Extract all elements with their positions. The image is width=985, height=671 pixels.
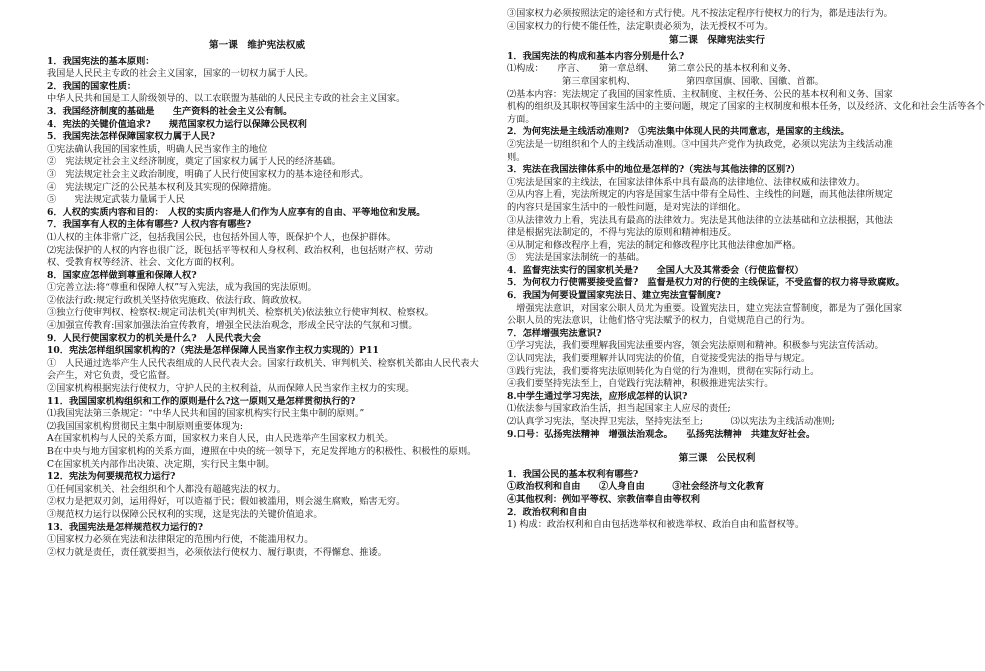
text-line: ④我们要坚持宪法至上，自觉践行宪法精神，积极推进宪法实行。: [507, 378, 774, 390]
text-line: ⑵宪法保护的人权的内容也很广泛，既包括平等权和人身权利、政治权利，也包括财产权、劳动: [47, 244, 433, 256]
text-line: ③ 宪法规定社会主义政治制度，明确了人民行使国家权力的基本途径和形式。: [47, 168, 369, 180]
text-line: 6．人权的实质内容和目的： 人权的实质内容是人们作为人应享有的自由、平等地位和发展。: [47, 206, 426, 218]
text-line: ②依法行政:规定行政机关坚持依宪施政、依法行政、简政放权。: [47, 294, 308, 306]
text-line: 2．为何宪法是主线活动准则? ①宪法集中体现人民的共同意志，是国家的主线法。: [507, 126, 850, 138]
text-line: ②权力就是责任，责任就要担当，必须依法行使权力、履行职责，不得懈怠、推诿。: [47, 546, 387, 558]
text-line: ③独立行使审判权、检察权:规定司法机关(审判机关、检察机关)依法独立行使审判权、检察权。: [47, 307, 434, 319]
text-line: 方面。: [507, 113, 535, 125]
text-line: ⑴人权的主体非常广泛，包括我国公民，也包括外国人等，既保护个人，也保护群体。: [47, 231, 397, 243]
text-line: ② 宪法规定社会主义经济制度，奠定了国家权力属于人民的经济基础。: [47, 156, 341, 168]
text-line: ⑤ 宪法规定武装力量属于人民: [47, 194, 185, 206]
text-line: ④加强宣传教育:国家加强法治宣传教育，增强全民法治观念，形成全民守法的气氛和习惯。: [47, 320, 418, 332]
lesson-2-title: 第二课 保障宪法实行: [669, 35, 765, 47]
text-line: 8.中学生通过学习宪法，应形成怎样的认识?: [507, 390, 688, 402]
text-line: 1) 构成：政治权利和自由包括选举权和被选举权、政治自由和监督权等。: [507, 519, 805, 531]
text-line: ③从法律效力上看，宪法具有最高的法律效力。宪法是其他法律的立法基础和立法根据，其他法: [507, 214, 893, 226]
text-line: 会产生，对它负责，受它监督。: [47, 370, 176, 382]
lesson-2-content: [507, 50, 985, 441]
text-line: 4．监督宪法实行的国家机关是? 全国人大及其常委会（行使监督权）: [507, 264, 804, 276]
text-line: ①完善立法:将“尊重和保障人权”写入宪法，成为我国的宪法原则。: [47, 282, 317, 294]
text-line: ④其他权利：例如平等权、宗教信奉自由等权利: [507, 493, 700, 505]
text-line: 11．我国国家机构组织和工作的原则是什么?这一原则又是怎样贯彻执行的?: [47, 395, 356, 407]
lesson-1-title: 第一课 维护宪法权威: [209, 40, 305, 51]
text-line: ①政治权利和自由 ②人身自由 ③社会经济与文化教育: [507, 481, 765, 493]
text-line: ④ 宪法规定广泛的公民基本权利及其实现的保障措施。: [47, 181, 277, 193]
text-line: 5．为何权力行使需要接受监督? 监督是权力对的行使的主线保证，不受监督的权力将导致腐败。: [507, 277, 905, 289]
text-line: 3．宪法在我国法律体系中的地位是怎样的?（宪法与其他法律的区别?）: [507, 164, 800, 176]
text-line: ⑴构成： 序言、 第一章总纲、 第二章公民的基本权利和义务、: [507, 63, 797, 75]
text-line: 增强宪法意识，对国家公职人员尤为重要。设置宪法日，建立宪法宣誓制度，都是为了强化国家: [507, 302, 903, 314]
text-line: ②认同宪法，我们要理解并认同宪法的价值，自觉接受宪法的指导与规定。: [507, 353, 811, 365]
text-line: 12．宪法为何要规范权力运行?: [47, 471, 176, 483]
right-column: [507, 8, 985, 532]
text-line: 4．宪法的关键价值追求? 规范国家权力运行以保障公民权利: [47, 118, 307, 130]
text-line: 1．我国宪法的构成和基本内容分别是什么?: [507, 50, 685, 62]
text-line: C在国家机关内部作出决策、决定期，实行民主集中制。: [47, 458, 275, 470]
text-line: 2．我国的国家性质：: [47, 80, 137, 92]
text-line: 中华人民共和国是工人阶级领导的、以工农联盟为基础的人民民主专政的社会主义国家。: [47, 93, 406, 105]
text-line: 公职人员的宪法意识，让他们恪守宪法赋予的权力，自觉规范自己的行为。: [507, 315, 811, 327]
text-line: 9.口号：弘扬宪法精神 增强法治观念。 弘扬宪法精神 共建友好社会。: [507, 428, 816, 440]
text-line: 1．我国公民的基本权利有哪些?: [507, 468, 639, 480]
lesson-3-title: 第三课 公民权利: [678, 453, 756, 465]
text-line: ⑵认真学习宪法，坚决捍卫宪法，坚持宪法至上; ⑶以宪法为主线活动准则;: [507, 416, 835, 427]
text-line: 10．宪法怎样组织国家机构的?（宪法是怎样保障人民当家作主权力实现的）P11: [47, 345, 379, 357]
text-line: 则。: [507, 151, 526, 163]
text-line: 6．我国为何要设置国家宪法日、建立宪法宣誓制度?: [507, 290, 721, 302]
text-line: ①国家权力必须在宪法和法律限定的范围内行使，不能滥用权力。: [47, 534, 314, 546]
text-line: ⑴依法参与国家政治生活，担当起国家主人应尽的责任;: [507, 403, 731, 415]
text-line: ②国家机构根据宪法行使权力，守护人民的主权利益，从而保障人民当家作主权力的实现。: [47, 383, 415, 395]
text-line: 3．我国经济制度的基础是 生产资料的社会主义公有制。: [47, 105, 293, 117]
text-line: ④国家权力的行使不能任性，法定职责必须为，法无授权不可为。: [507, 20, 774, 32]
text-line: A在国家机构与人民的关系方面，国家权力来自人民，由人民选举产生国家权力机关。: [47, 433, 394, 445]
text-line: 的内容只是国家生活中的一般性问题，是对宪法的详细化。: [507, 201, 746, 213]
text-line: 权、受教育权等经济、社会、文化方面的权利。: [47, 257, 240, 269]
text-line: ④从制定和修改程序上看，宪法的制定和修改程序比其他法律愈加严格。: [507, 239, 801, 251]
text-line: ⑴我国宪法第三条规定：“中华人民共和国的国家机构实行民主集中制的原则。”: [47, 408, 365, 420]
text-line: 7．怎样增强宪法意识?: [507, 327, 602, 339]
text-line: 9．人民行使国家权力的机关是什么? 人民代表大会: [47, 332, 261, 344]
text-line: ①宪法是国家的主线法，在国家法律体系中具有最高的法律地位、法律权威和法律效力。: [507, 176, 866, 188]
text-line: ①任何国家机关、社会组织和个人都没有超越宪法的权力。: [47, 483, 286, 495]
text-line: ①宪法确认我国的国家性质，明确人民当家作主的地位: [47, 143, 268, 155]
text-line: 8．国家应怎样做到尊重和保障人权?: [47, 269, 197, 281]
text-line: ③国家权力必须按照法定的途径和方式行使。凡不按法定程序行使权力的行为，都是违法行为。: [507, 8, 893, 19]
text-line: 2．政治权利和自由: [507, 506, 587, 518]
text-line: B在中央与地方国家机构的关系方面，遵照在中央的统一领导下，充足发挥地方的积极性、积极性的原则。: [47, 446, 477, 457]
text-line: 机构的组织及其职权等国家生活中的主要问题，规定了国家的主权制度和根本任务，以及经济、文化和社会生活等各个: [507, 101, 985, 113]
left-content: [47, 55, 479, 560]
text-line: ②从内容上看，宪法所规定的内容是国家生活中带有全局性、主线性的问题，而其他法律所规定: [507, 189, 893, 201]
text-line: ②宪法是一切组织和个人的主线活动准则。③中国共产党作为执政党，必须以宪法为主线活动准: [507, 138, 893, 150]
text-line: 1．我国宪法的基本原则：: [47, 55, 155, 67]
text-line: ① 人民通过选举产生人民代表组成的人民代表大会。国家行政机关、审判机关、检察机关都由人民代表大: [47, 357, 479, 369]
left-column: [47, 38, 479, 559]
right-continued-content: [507, 8, 927, 33]
text-line: 我国是人民民主专政的社会主义国家，国家的一切权力属于人民。: [47, 68, 314, 80]
text-line: 第三章国家机构、 第四章国旗、国歌、国徽、首都。: [507, 75, 824, 87]
text-line: ②权力是把双刃剑，运用得好，可以造福于民；假如被滥用，则会滋生腐败，贻害无穷。: [47, 496, 406, 508]
text-line: 5．我国宪法怎样保障国家权力属于人民?: [47, 131, 215, 143]
text-line: ③规范权力运行以保障公民权利的实现，这是宪法的关键价值追求。: [47, 508, 323, 520]
text-line: 7．我国享有人权的主体有哪些? 人权内容有哪些?: [47, 219, 252, 231]
text-line: ⑤ 宪法是国家法制统一的基础。: [507, 252, 645, 264]
text-line: 13．我国宪法是怎样规范权力运行的?: [47, 521, 203, 533]
lesson-3-content: [507, 469, 927, 532]
text-line: 律是根据宪法制定的，不得与宪法的原则和精神相违反。: [507, 227, 737, 239]
text-line: ⑵我国国家机构贯彻民主集中制原则重要体现为:: [47, 420, 244, 432]
text-line: ①学习宪法，我们要理解我国宪法重要内容，领会宪法原则和精神。积极参与宪法宣传活动。: [507, 340, 884, 352]
text-line: ⑵基本内容：宪法规定了我国的国家性质、主权制度、主权任务、公民的基本权利和义务、国家: [507, 88, 893, 100]
text-line: ③践行宪法，我们要将宪法原则转化为自觉的行为准则，贯彻在实际行动上。: [507, 365, 820, 377]
